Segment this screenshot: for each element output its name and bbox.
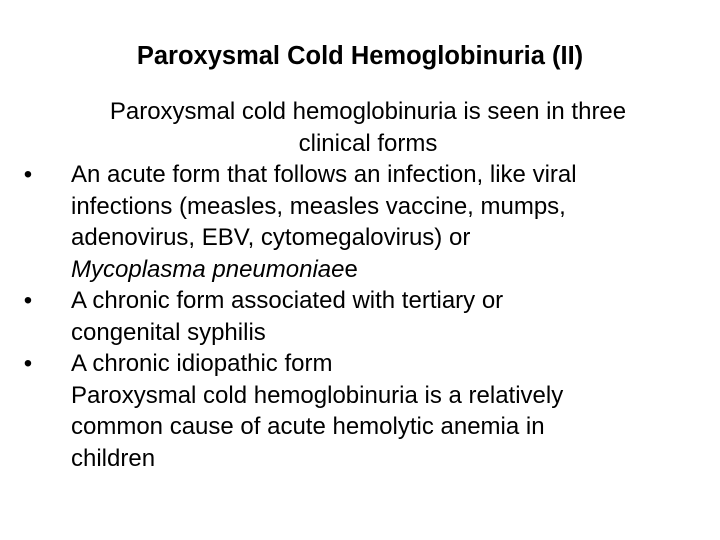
closing-line: Paroxysmal cold hemoglobinuria is a relatively [71, 381, 564, 409]
closing-line: children [71, 444, 156, 472]
closing-note [20, 380, 700, 475]
bullet-item-chronic-syphilis [20, 285, 700, 348]
bullet-item-acute-form [20, 159, 700, 285]
intro-text [20, 96, 700, 159]
slide-title: Paroxysmal Cold Hemoglobinuria (II) [136, 42, 584, 70]
bullet-icon: • [23, 161, 33, 188]
organism-suffix: e [344, 255, 358, 283]
bullet-icon: • [23, 287, 33, 314]
closing-line: common cause of acute hemolytic anemia in [71, 413, 545, 440]
bullet-line: An acute form that follows an infection, like viral [71, 161, 577, 188]
bullet-line: adenovirus, EBV, cytomegalovirus) or [71, 224, 471, 251]
bullet-line [71, 254, 700, 286]
bullet-line: congenital syphilis [71, 318, 266, 346]
bullet-line: infections (measles, measles vaccine, mumps, [71, 192, 566, 220]
organism-name: Mycoplasma pneumoniae [71, 255, 345, 283]
slide-body [20, 96, 700, 474]
intro-line: clinical forms [298, 129, 438, 157]
bullet-line: A chronic idiopathic form [71, 350, 333, 377]
bullet-icon: • [23, 350, 33, 377]
intro-line: Paroxysmal cold hemoglobinuria is seen in three [109, 98, 627, 125]
bullet-item-chronic-idiopathic [20, 348, 700, 380]
bullet-line: A chronic form associated with tertiary or [71, 287, 504, 314]
